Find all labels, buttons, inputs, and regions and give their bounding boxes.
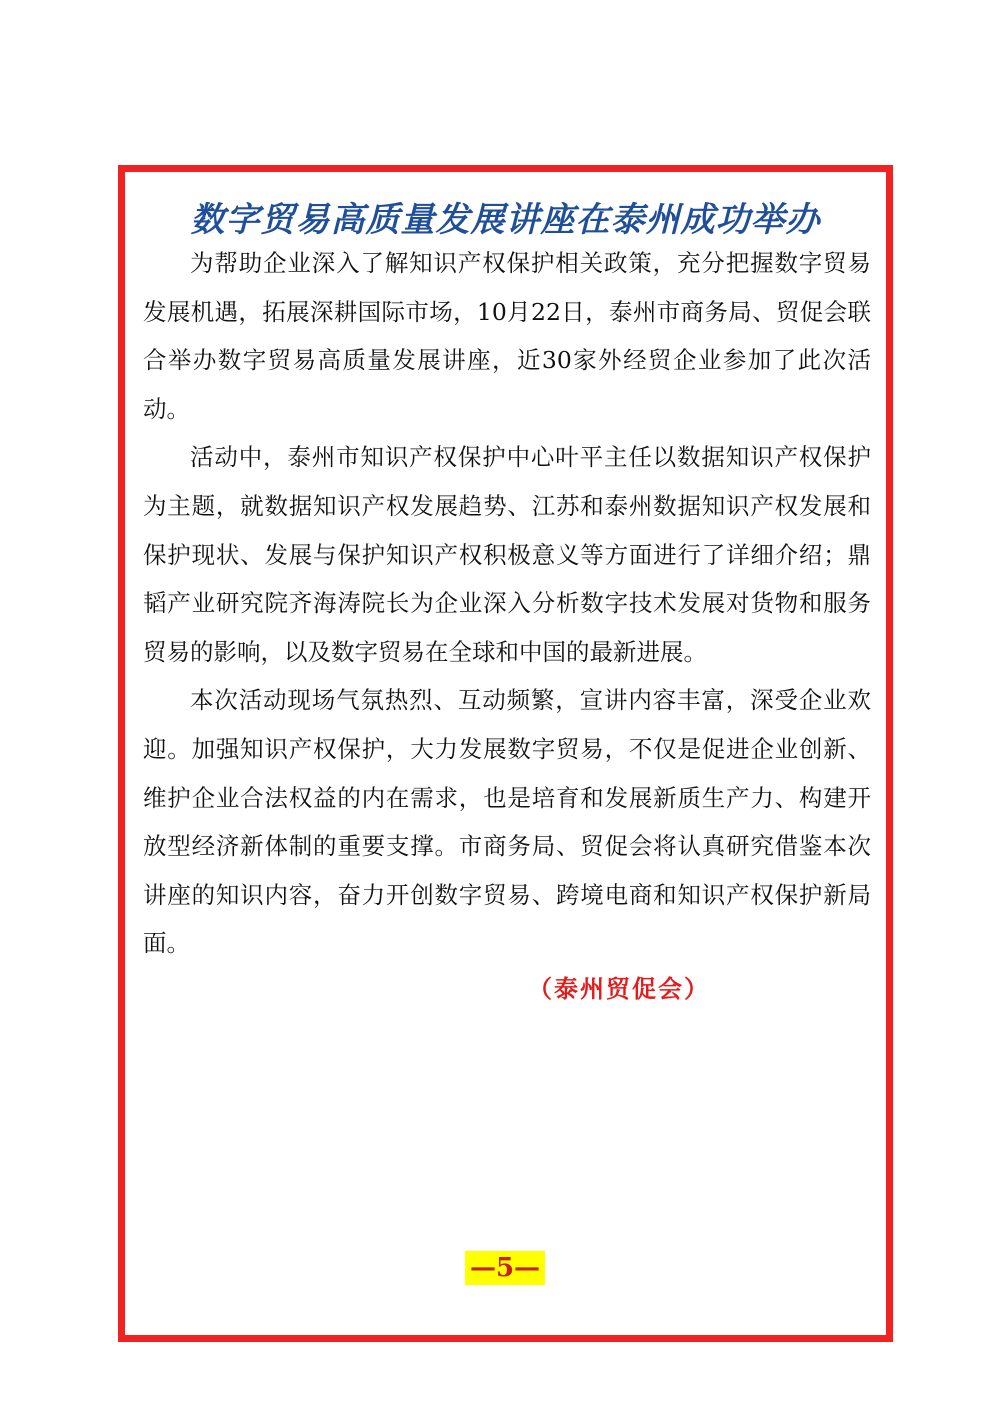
- article-body: [143, 239, 871, 968]
- paragraph-3: 本次活动现场气氛热烈、互动频繁，宣讲内容丰富，深受企业欢迎。加强知识产权保护，大力发展数字贸易，不仅是促进企业创新、维护企业合法权益的内在需求，也是培育和发展新质生产力、构建开放型经济新体制的重要支撑。市商务局、贸促会将认真研究借鉴本次讲座的知识内容，奋力开创数字贸易、跨境电商和知识产权保护新局面。: [143, 686, 871, 958]
- paragraph-2: 活动中，泰州市知识产权保护中心叶平主任以数据知识产权保护为主题，就数据知识产权发展趋势、江苏和泰州数据知识产权发展和保护现状、发展与保护知识产权积极意义等方面进行了详细介绍；鼎韬产业研究院齐海涛院长为企业深入分析数字技术发展对货物和服务贸易的影响，以及数字贸易在全球和中国的最新进展。: [143, 443, 871, 666]
- page-border-frame: [118, 165, 893, 1342]
- page-number: —5—: [465, 1251, 545, 1285]
- article-source: （泰州贸促会）: [528, 975, 710, 1003]
- article-title: 数字贸易高质量发展讲座在泰州成功举办: [190, 200, 821, 240]
- paragraph-1: 为帮助企业深入了解知识产权保护相关政策，充分把握数字贸易发展机遇，拓展深耕国际市场，10月22日，泰州市商务局、贸促会联合举办数字贸易高质量发展讲座，近30家外经贸企业参加了此次活动。: [143, 249, 871, 423]
